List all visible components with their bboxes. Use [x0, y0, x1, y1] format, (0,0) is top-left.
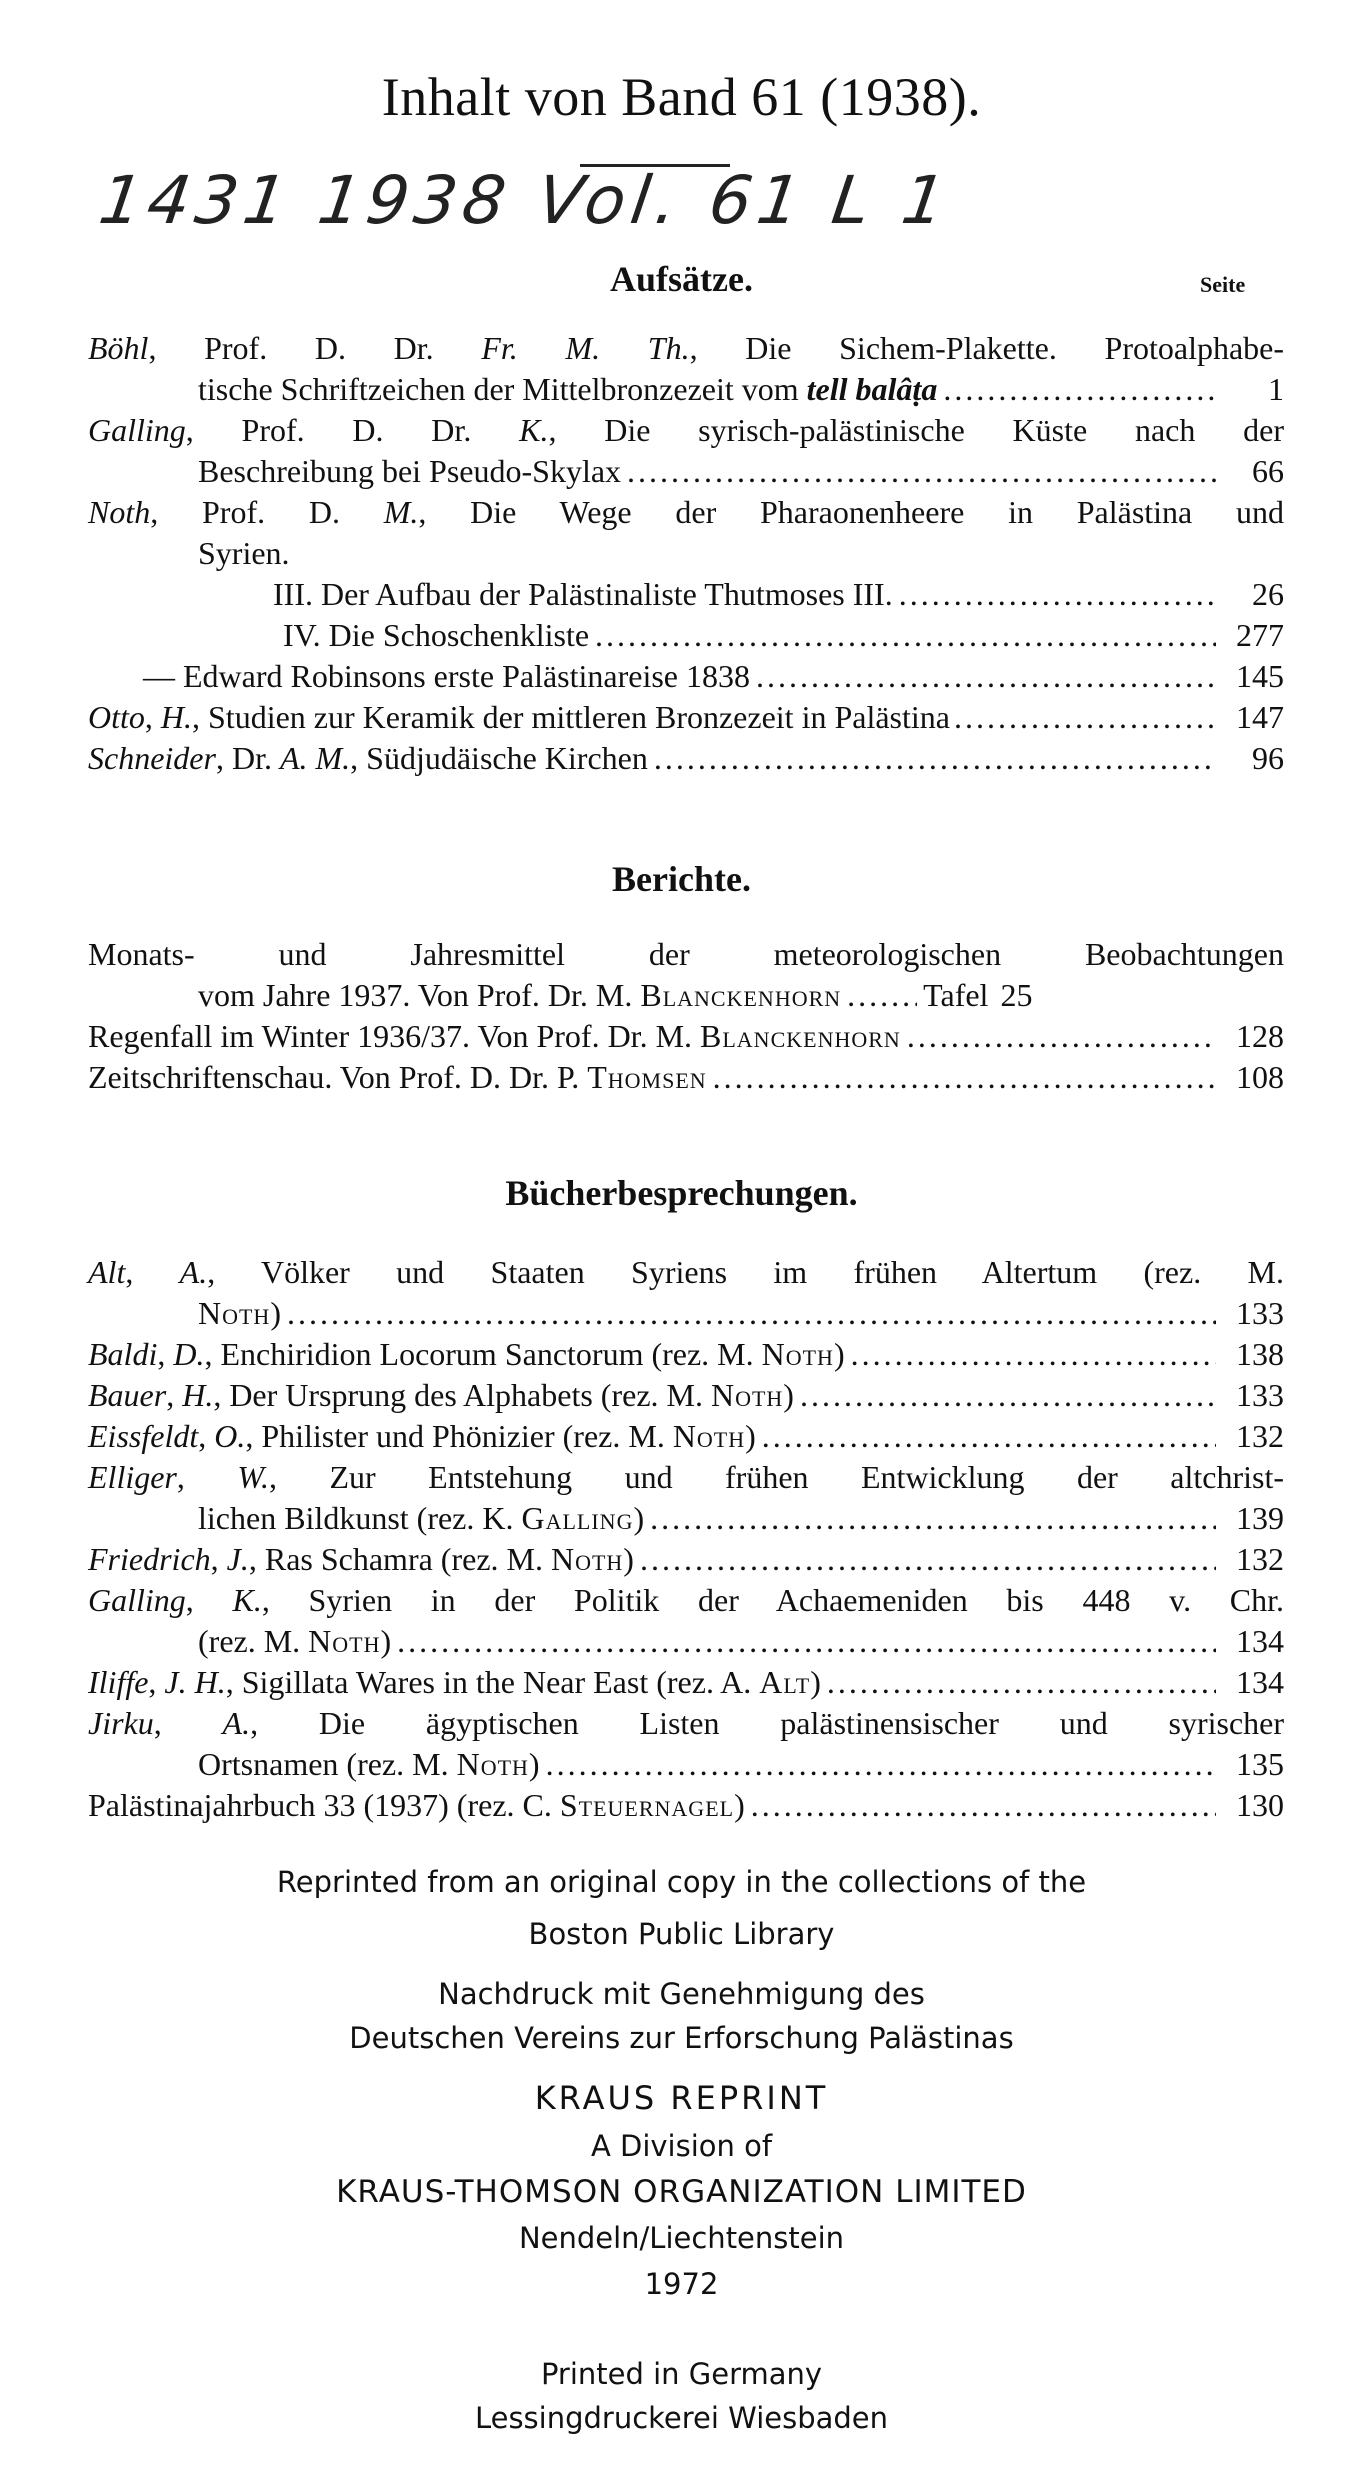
author-name: Jirku — [88, 1705, 154, 1741]
printed-in-line: Printed in Germany — [540, 2357, 823, 2391]
entry-text: Baldi, D., Enchiridion Locorum Sanctorum (rez. M. Noth) — [88, 1336, 845, 1372]
leader-dots — [756, 656, 1216, 697]
leader-dots — [827, 1662, 1216, 1703]
entry-text: Friedrich, J., Ras Schamra (rez. M. Noth) — [88, 1541, 634, 1577]
handwritten-shelfmark: 1431 1938 Vol. 61 L 1 — [94, 162, 956, 239]
toc-entry-elliger: Elliger, W., Zur Entstehung und frühen Entwicklung der altchrist- lichen Bildkunst (rez. K. Galling) ..... 139 — [88, 1457, 1284, 1539]
toc-entry-alt: Alt, A., Völker und Staaten Syriens im frühen Altertum (rez. M. Noth) ..... 133 — [88, 1252, 1284, 1334]
toc-entry-noth — [88, 492, 1284, 697]
author-initials: A. — [222, 1705, 251, 1741]
page-number: 26 — [1252, 576, 1284, 612]
leader-dots — [899, 574, 1216, 615]
page-number: 135 — [1236, 1746, 1284, 1782]
entry-text: Bauer, H., Der Ursprung des Alphabets (rez. M. Noth) — [88, 1377, 794, 1413]
toc-entry-iliffe — [88, 1662, 1284, 1703]
toc-entry-schneider — [88, 738, 1284, 779]
entry-text: , Die Sichem-Plakette. Protoalphabe- — [689, 330, 1285, 366]
author-name: Noth — [88, 494, 151, 530]
section-heading-berichte: Berichte. — [612, 859, 751, 899]
reprint-line: Reprinted from an original copy in the collections of the — [276, 1865, 1087, 1899]
toc-entry-bauer — [88, 1375, 1284, 1416]
toc-entry-otto — [88, 697, 1284, 738]
entry-text: III. Der Aufbau der Palästinaliste Thutmoses III. — [273, 576, 893, 612]
entry-text: Syrien. — [198, 535, 290, 571]
leader-dots — [546, 1744, 1216, 1785]
year-line: 1972 — [644, 2267, 719, 2301]
entry-text: lichen Bildkunst (rez. K. Galling) — [198, 1500, 645, 1536]
entry-text: IV. Die Schoschenkliste — [283, 617, 590, 653]
organization-line: KRAUS-THOMSON ORGANIZATION LIMITED — [336, 2174, 1027, 2210]
page-number: 132 — [1236, 1541, 1284, 1577]
leader-dots — [654, 738, 1216, 779]
author-name: Galling — [88, 1582, 186, 1618]
page-number: 134 — [1236, 1664, 1284, 1700]
entry-text: , Zur Entstehung und frühen Entwicklung der altchrist- — [269, 1459, 1285, 1495]
author-initials: M. — [383, 494, 419, 530]
leader-dots — [713, 1057, 1216, 1098]
leader-dots — [397, 1621, 1216, 1662]
author-initials: A. — [179, 1254, 208, 1290]
author-name: Galling — [88, 412, 186, 448]
berichte-list — [88, 934, 1284, 1098]
toc-entry-boehl — [88, 328, 1284, 410]
entry-text: , Prof. D. Dr. — [185, 412, 520, 448]
leader-dots — [650, 1498, 1216, 1539]
author-initials: K. — [232, 1582, 262, 1618]
page-title: Inhalt von Band 61 (1938). — [381, 67, 982, 127]
toc-entry-monatsmittel — [88, 934, 1284, 1016]
leader-dots — [287, 1293, 1216, 1334]
page-number: 139 — [1236, 1500, 1284, 1536]
publisher-name: KRAUS REPRINT — [534, 2079, 829, 2117]
entry-text: Beschreibung bei Pseudo-Skylax — [198, 453, 622, 489]
entry-text: , Prof. D. Dr. — [148, 330, 482, 366]
leader-dots — [762, 1416, 1216, 1457]
entry-text: , Die ägyptischen Listen palästinensischer und syrischer — [250, 1705, 1285, 1741]
buecher-list — [88, 1252, 1284, 1826]
entry-text: Ortsnamen (rez. M. Noth) — [198, 1746, 540, 1782]
entry-text: , Die Wege der Pharaonenheere in Palästina und — [418, 494, 1285, 530]
author-name: Alt — [88, 1254, 126, 1290]
printer-line: Lessingdruckerei Wiesbaden — [474, 2401, 889, 2435]
toc-entry-zeitschriftenschau — [88, 1057, 1284, 1098]
seite-column-label: Seite — [1200, 272, 1246, 297]
section-heading-buecher: Bücherbesprechungen. — [505, 1173, 858, 1213]
author-initials: W. — [237, 1459, 270, 1495]
leader-dots — [954, 697, 1218, 738]
page-number: 128 — [1236, 1018, 1284, 1054]
toc-entry-galling-review: Galling, K., Syrien in der Politik der Achaemeniden bis 448 v. Chr. (rez. M. Noth) ..... 134 — [88, 1580, 1284, 1662]
entry-text: Regenfall im Winter 1936/37. Von Prof. Dr. M. Blanckenhorn — [88, 1018, 901, 1054]
page-number: 147 — [1236, 699, 1284, 735]
entry-text: Noth) — [198, 1295, 281, 1331]
plate-label: Tafel — [923, 977, 989, 1013]
entry-text: , Völker und Staaten Syriens im frühen Altertum (rez. M. — [207, 1254, 1285, 1290]
society-line: Deutschen Vereins zur Erforschung Palästinas — [349, 2021, 1014, 2055]
author-name: Elliger — [88, 1459, 177, 1495]
page-number: 108 — [1236, 1059, 1284, 1095]
page-number: 134 — [1236, 1623, 1284, 1659]
entry-text: , Die syrisch-palästinische Küste nach der — [548, 412, 1285, 448]
section-heading-aufsaetze: Aufsätze. — [610, 259, 753, 299]
entry-text: tische Schriftzeichen der Mittelbronzezeit vom tell balâṭa — [198, 371, 938, 407]
toc-entry-galling — [88, 410, 1284, 492]
page-number: 96 — [1252, 740, 1284, 776]
author-initials: K. — [519, 412, 549, 448]
entry-text: Palästinajahrbuch 33 (1937) (rez. C. Steuernagel) — [88, 1787, 745, 1823]
entry-text: , Syrien in der Politik der Achaemeniden bis 448 v. Chr. — [261, 1582, 1285, 1618]
page-number: 133 — [1236, 1377, 1284, 1413]
page-number: 145 — [1236, 658, 1284, 694]
entry-text: (rez. M. Noth) — [198, 1623, 392, 1659]
leader-dots — [943, 369, 1216, 410]
entry-text: vom Jahre 1937. Von Prof. Dr. M. Blanckenhorn — [198, 977, 842, 1013]
page-number: 1 — [1268, 371, 1284, 407]
entry-text: Monats- und Jahresmittel der meteorologischen Beobachtungen — [88, 936, 1284, 972]
entry-text: , Prof. D. — [150, 494, 384, 530]
aufsaetze-list — [88, 328, 1284, 779]
toc-entry-friedrich — [88, 1539, 1284, 1580]
leader-dots — [640, 1539, 1216, 1580]
page-number: 138 — [1236, 1336, 1284, 1372]
entry-text: Iliffe, J. H., Sigillata Wares in the Near East (rez. A. Alt) — [88, 1664, 821, 1700]
toc-entry-jirku: Jirku, A., Die ägyptischen Listen palästinensischer und syrischer Ortsnamen (rez. M. Noth) ..... 135 — [88, 1703, 1284, 1785]
leader-dots — [907, 1016, 1216, 1057]
page-number: 132 — [1236, 1418, 1284, 1454]
toc-entry-baldi — [88, 1334, 1284, 1375]
author-name: Böhl — [88, 330, 149, 366]
page-number: 130 — [1236, 1787, 1284, 1823]
toc-entry-palaestinajahrbuch — [88, 1785, 1284, 1826]
entry-text: — Edward Robinsons erste Palästinareise 1838 — [143, 658, 750, 694]
leader-dots — [595, 615, 1216, 656]
permission-line: Nachdruck mit Genehmigung des — [438, 1977, 925, 2011]
page-number: 66 — [1252, 453, 1284, 489]
leader-dots — [751, 1785, 1216, 1826]
entry-text: Otto, H., Studien zur Keramik der mittleren Bronzezeit in Palästina — [88, 699, 950, 735]
leader-dots — [847, 975, 917, 1016]
leader-dots — [851, 1334, 1216, 1375]
author-initials: Fr. M. Th. — [481, 330, 690, 366]
entry-text: Eissfeldt, O., Philister und Phönizier (rez. M. Noth) — [88, 1418, 756, 1454]
location-line: Nendeln/Liechtenstein — [518, 2221, 845, 2255]
page-number: 133 — [1236, 1295, 1284, 1331]
toc-entry-eissfeldt — [88, 1416, 1284, 1457]
reprint-notice — [0, 1860, 1363, 2440]
leader-dots — [800, 1375, 1216, 1416]
page-number: 277 — [1236, 617, 1284, 653]
entry-text: Schneider, Dr. A. M., Südjudäische Kirchen — [88, 740, 648, 776]
library-line: Boston Public Library — [528, 1917, 835, 1951]
page-number: 25 — [1000, 977, 1033, 1013]
toc-entry-regenfall — [88, 1016, 1284, 1057]
leader-dots — [627, 451, 1216, 492]
entry-text: Zeitschriftenschau. Von Prof. D. Dr. P. Thomsen — [88, 1059, 707, 1095]
division-line: A Division of — [590, 2129, 773, 2163]
